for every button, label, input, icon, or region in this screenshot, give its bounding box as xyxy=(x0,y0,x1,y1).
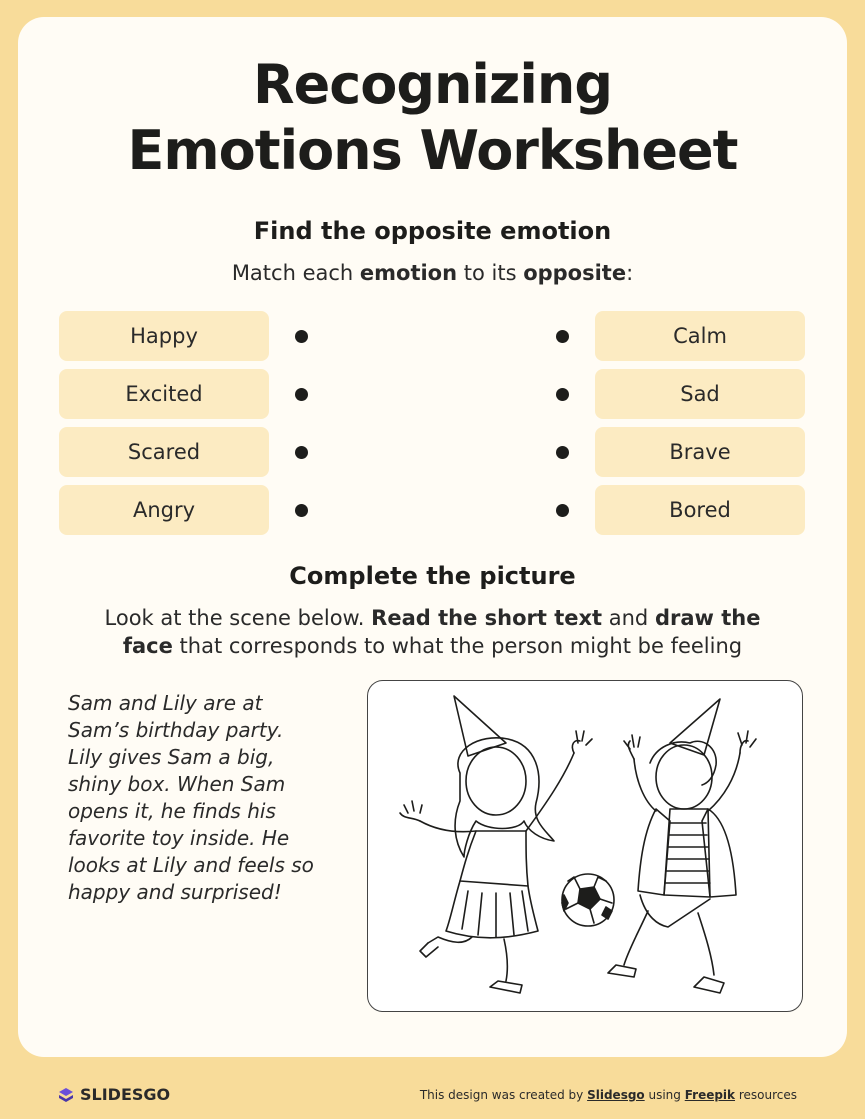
instruction-bold-opposite: opposite xyxy=(523,261,627,285)
instruction-bold-emotion: emotion xyxy=(359,261,458,285)
title-line-2: Emotions Worksheet xyxy=(127,119,738,182)
story-line: happy and surprised! xyxy=(68,880,282,904)
match-dot-right[interactable] xyxy=(556,504,569,517)
story-line: Lily gives Sam a big, xyxy=(68,745,275,769)
picture-instruction-line-1 xyxy=(0,604,865,632)
boy-left-leg xyxy=(624,911,648,965)
girl-left-leg xyxy=(428,937,472,943)
section-heading-opposites: Find the opposite emotion xyxy=(253,217,612,245)
boy-right-leg xyxy=(698,913,714,975)
section-heading-picture: Complete the picture xyxy=(289,562,576,590)
party-scene-illustration xyxy=(368,681,801,1010)
girl-left-arm xyxy=(420,821,476,832)
slidesgo-logo[interactable] xyxy=(58,1085,170,1104)
boy-shorts xyxy=(640,895,710,927)
boy-right-hand xyxy=(738,731,756,753)
boy-left-hand xyxy=(624,735,640,759)
girl-face-blank xyxy=(466,747,526,815)
slidesgo-logo-text: SLIDESGO xyxy=(80,1085,171,1104)
credit-text: using xyxy=(644,1088,685,1102)
emotion-box-right: Brave xyxy=(595,427,805,477)
instruction-text: Look at the scene below. xyxy=(104,606,372,630)
match-dot-left[interactable] xyxy=(295,388,308,401)
emotion-box-left: Happy xyxy=(59,311,269,361)
soccer-ball-patch-right xyxy=(602,907,612,919)
girl-right-leg xyxy=(504,939,507,981)
emotion-box-left: Angry xyxy=(59,485,269,535)
slidesgo-logo-icon xyxy=(58,1087,74,1103)
party-illustration-frame xyxy=(367,680,803,1012)
match-instruction xyxy=(0,259,865,287)
footer-credit xyxy=(420,1088,797,1102)
girl-skirt-pleats xyxy=(462,891,528,937)
credit-text: resources xyxy=(735,1088,797,1102)
freepik-link[interactable]: Freepik xyxy=(684,1088,736,1102)
boy-right-arm xyxy=(708,753,740,811)
girl-left-hand xyxy=(400,801,422,821)
story-text xyxy=(68,690,358,906)
match-dot-right[interactable] xyxy=(556,388,569,401)
boy-right-shoe xyxy=(694,977,724,993)
soccer-ball-patch-center xyxy=(578,887,600,909)
boy-face-blank xyxy=(656,745,712,809)
credit-text: This design was created by xyxy=(419,1088,588,1102)
title-line-1: Recognizing xyxy=(253,53,612,116)
emotion-box-left: Excited xyxy=(59,369,269,419)
girl-right-hand xyxy=(572,731,592,753)
match-dot-left[interactable] xyxy=(295,504,308,517)
instruction-text: to its xyxy=(457,261,524,285)
story-line: Sam and Lily are at xyxy=(68,691,263,715)
girl-right-shoe xyxy=(490,981,522,993)
slidesgo-link[interactable]: Slidesgo xyxy=(587,1088,645,1102)
emotion-box-right: Sad xyxy=(595,369,805,419)
match-dot-left[interactable] xyxy=(295,446,308,459)
story-line: looks at Lily and feels so xyxy=(68,853,314,877)
boy-left-shoe xyxy=(608,965,636,977)
girl-torso xyxy=(460,831,528,886)
page-title xyxy=(0,52,865,184)
story-line: favorite toy inside. He xyxy=(68,826,290,850)
instruction-text: and xyxy=(602,606,655,630)
match-dot-right[interactable] xyxy=(556,446,569,459)
emotion-box-left: Scared xyxy=(59,427,269,477)
instruction-bold: face xyxy=(122,634,173,658)
instruction-bold: Read the short text xyxy=(371,606,603,630)
story-line: opens it, he finds his xyxy=(68,799,276,823)
emotion-box-right: Bored xyxy=(595,485,805,535)
instruction-text: : xyxy=(626,261,634,285)
boy-left-arm xyxy=(634,759,656,811)
match-dot-right[interactable] xyxy=(556,330,569,343)
instruction-text: Match each xyxy=(231,261,360,285)
story-line: shiny box. When Sam xyxy=(68,772,286,796)
instruction-text: that corresponds to what the person might be feeling xyxy=(172,634,743,658)
instruction-bold: draw the xyxy=(654,606,761,630)
match-dot-left[interactable] xyxy=(295,330,308,343)
emotion-box-right: Calm xyxy=(595,311,805,361)
girl-left-shoe xyxy=(420,943,438,957)
picture-instruction-line-2 xyxy=(0,632,865,660)
girl-right-arm xyxy=(526,753,574,831)
story-line: Sam’s birthday party. xyxy=(68,718,284,742)
